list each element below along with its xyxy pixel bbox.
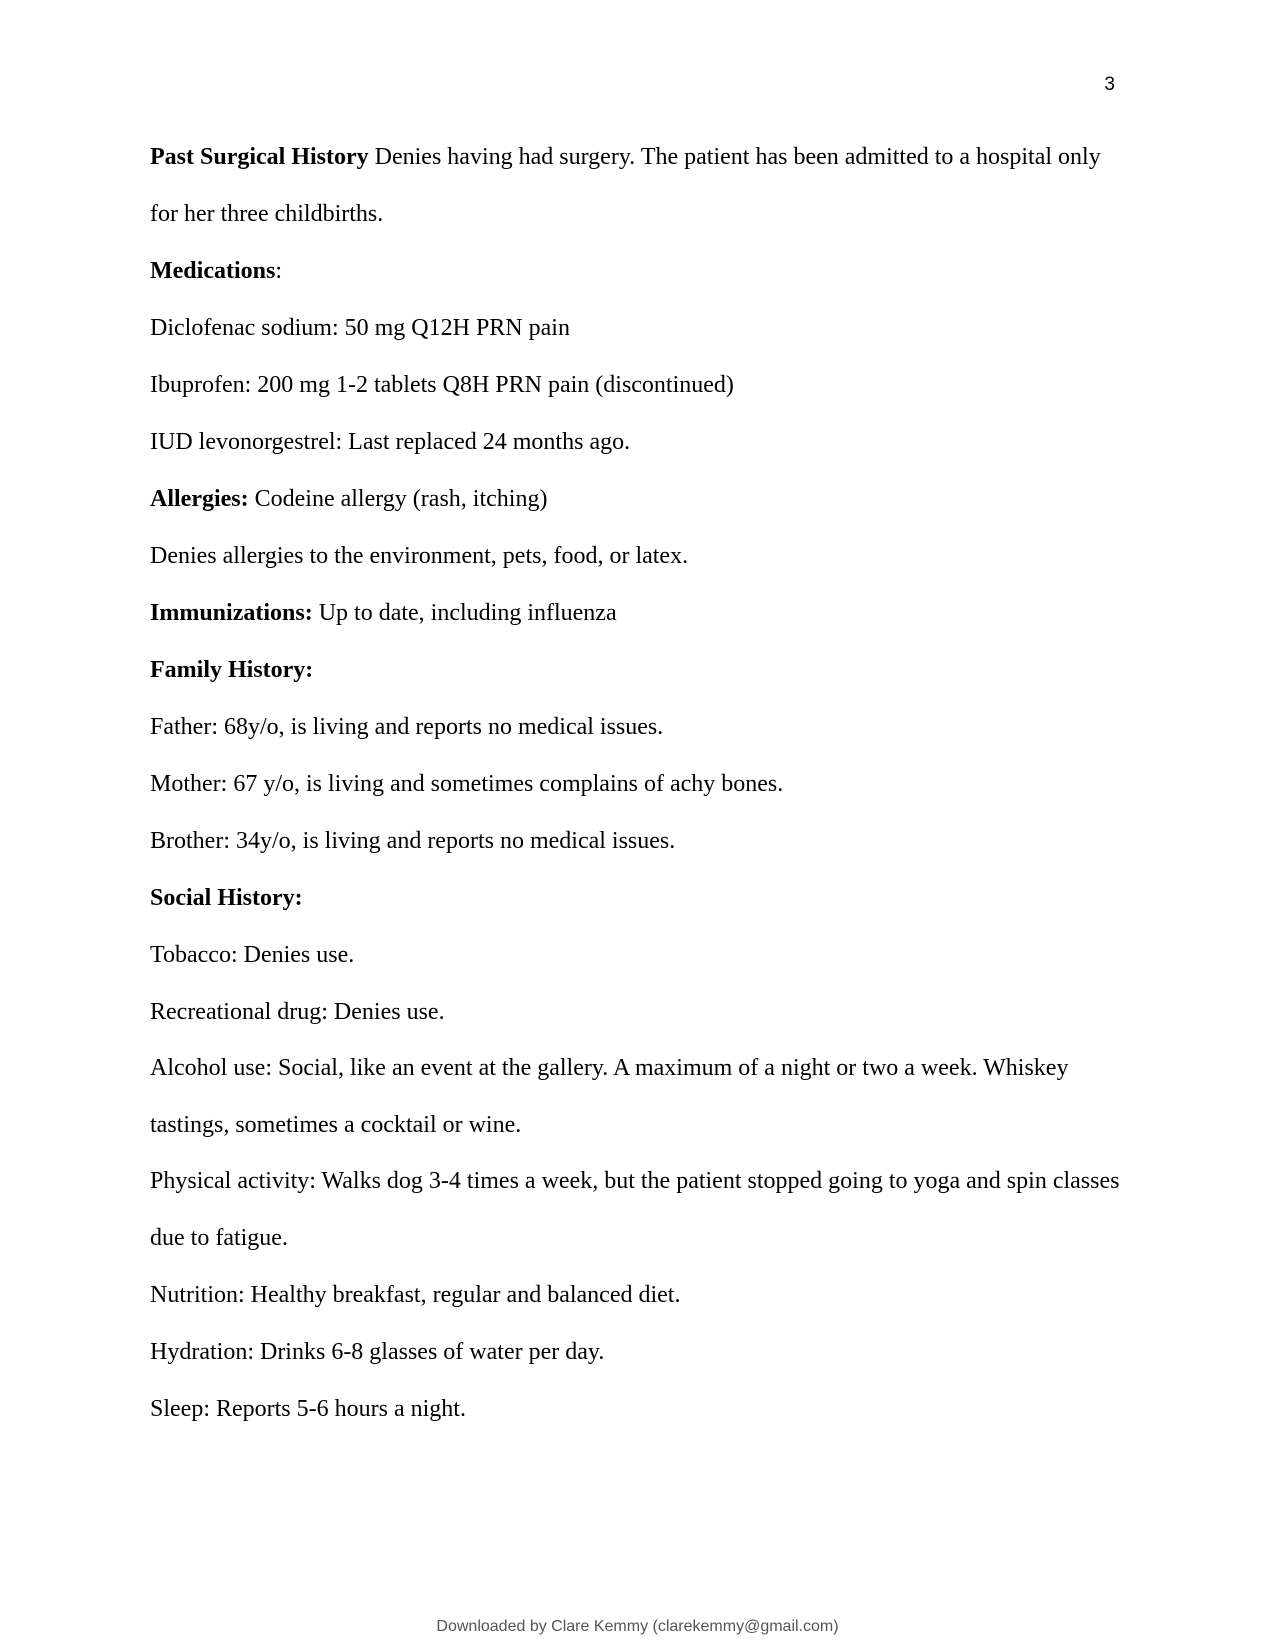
past-surgical-text: Denies having had surgery. The patient has been admitted to a hospital only for her three childbirths. — [150, 144, 1101, 227]
social-drug: Recreational drug: Denies use. — [150, 999, 445, 1025]
social-nutrition: Nutrition: Healthy breakfast, regular and balanced diet. — [150, 1282, 681, 1308]
page-number: 3 — [1104, 74, 1115, 95]
immunizations-line — [150, 601, 1125, 625]
medications-heading: Medications — [150, 258, 276, 284]
social-history-heading: Social History: — [150, 885, 303, 911]
medications-heading-line: Medications: — [150, 258, 282, 284]
past-surgical-heading: Past Surgical History — [150, 144, 369, 170]
social-history-heading-line — [150, 886, 1125, 910]
medication-item: IUD levonorgestrel: Last replaced 24 months ago. — [150, 429, 631, 455]
family-member-father: Father: 68y/o, is living and reports no medical issues. — [150, 714, 664, 740]
download-footer: Downloaded by Clare Kemmy (clarekemmy@gmail.com) — [436, 1618, 839, 1635]
immunizations-heading: Immunizations: — [150, 600, 313, 626]
medication-item: Ibuprofen: 200 mg 1-2 tablets Q8H PRN pain (discontinued) — [150, 372, 734, 398]
past-surgical-history — [150, 129, 1125, 243]
family-history-heading: Family History: — [150, 657, 314, 683]
medication-item: Diclofenac sodium: 50 mg Q12H PRN pain — [150, 315, 570, 341]
allergies-heading: Allergies: — [150, 486, 249, 512]
family-member-brother: Brother: 34y/o, is living and reports no medical issues. — [150, 828, 676, 854]
family-history-heading-line — [150, 658, 1125, 682]
social-activity: Physical activity: Walks dog 3-4 times a week, but the patient stopped going to yoga and spin classes due to fatigue. — [150, 1168, 1120, 1251]
social-alcohol: Alcohol use: Social, like an event at the gallery. A maximum of a night or two a week. Whiskey tastings, sometimes a cocktail or wine. — [150, 1055, 1069, 1138]
family-member-mother: Mother: 67 y/o, is living and sometimes complains of achy bones. — [150, 771, 784, 797]
allergies-text: Codeine allergy (rash, itching) — [248, 486, 548, 512]
immunizations-text: Up to date, including influenza — [312, 600, 617, 626]
social-tobacco: Tobacco: Denies use. — [150, 942, 355, 968]
allergies-line — [150, 487, 1125, 511]
document-body — [150, 146, 1125, 1454]
social-sleep: Sleep: Reports 5-6 hours a night. — [150, 1396, 466, 1422]
allergies-note: Denies allergies to the environment, pets, food, or latex. — [150, 543, 689, 569]
social-hydration: Hydration: Drinks 6-8 glasses of water per day. — [150, 1339, 605, 1365]
